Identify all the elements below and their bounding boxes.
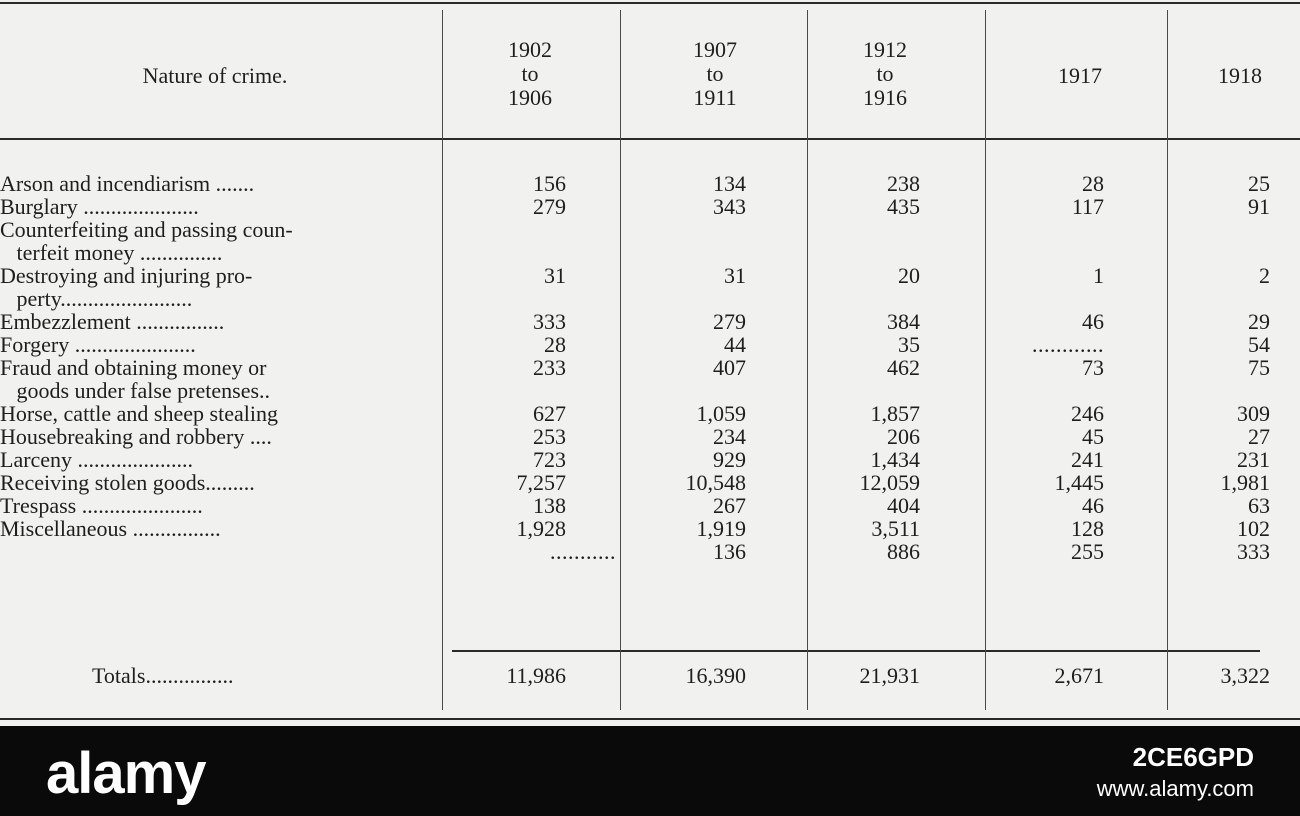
totals-cell: 11,986	[506, 663, 566, 688]
table-cell: 343	[713, 194, 746, 219]
table-cell: 3,511	[871, 516, 920, 541]
table-cell: 1,445	[1054, 470, 1104, 495]
column-rule	[807, 10, 808, 710]
table-cell: 156	[533, 171, 566, 196]
header-text: 1907	[693, 37, 737, 62]
table-cell: 1,919	[696, 516, 746, 541]
header-text: 1902	[508, 37, 552, 62]
row-label: Counterfeiting and passing coun-	[0, 217, 293, 242]
table-cell: 28	[1082, 171, 1104, 196]
column-rule	[985, 10, 986, 710]
totals-cell: 16,390	[685, 663, 746, 688]
table-cell: 246	[1071, 401, 1104, 426]
table-cell: 253	[533, 424, 566, 449]
header-text: 1906	[508, 85, 552, 110]
table-cell: 10,548	[685, 470, 746, 495]
row-label: Fraud and obtaining money or	[0, 355, 267, 380]
table-cell: 46	[1082, 309, 1104, 334]
table-cell: 435	[887, 194, 920, 219]
table-cell: 75	[1248, 355, 1270, 380]
table-cell: 31	[724, 263, 746, 288]
column-rule	[620, 10, 621, 710]
table-cell: 333	[533, 309, 566, 334]
table-cell: 46	[1082, 493, 1104, 518]
row-label: Housebreaking and robbery ....	[0, 424, 272, 449]
column-rule	[1167, 10, 1168, 710]
table-cell: 1,434	[870, 447, 920, 472]
bottom-rule	[0, 718, 1300, 720]
table-cell: 7,257	[516, 470, 566, 495]
table-cell: 136	[713, 539, 746, 564]
table-cell: 723	[533, 447, 566, 472]
table-cell: 1,857	[870, 401, 920, 426]
table-cell: 20	[898, 263, 920, 288]
table-cell: ...........	[550, 539, 616, 564]
table-cell: 267	[713, 493, 746, 518]
totals-rule	[452, 650, 1260, 652]
row-label: Arson and incendiarism .......	[0, 171, 255, 196]
table-cell: 134	[713, 171, 746, 196]
table-cell: 231	[1237, 447, 1270, 472]
table-cell: 44	[724, 332, 746, 357]
row-label: Destroying and injuring pro-	[0, 263, 253, 288]
table-cell: 28	[544, 332, 566, 357]
row-label: goods under false pretenses..	[0, 378, 271, 403]
table-cell: 279	[533, 194, 566, 219]
header-rule	[0, 138, 1300, 140]
table-cell: 206	[887, 424, 920, 449]
table-cell: 29	[1248, 309, 1270, 334]
table-cell: 234	[713, 424, 746, 449]
row-label: Receiving stolen goods.........	[0, 470, 255, 495]
table-cell: 238	[887, 171, 920, 196]
table-cell: 1,981	[1220, 470, 1270, 495]
row-label: Trespass ......................	[0, 493, 203, 518]
totals-cell: 21,931	[859, 663, 920, 688]
header-nature-of-crime: Nature of crime.	[142, 63, 288, 88]
table-cell: 63	[1248, 493, 1270, 518]
table-cell: 2	[1259, 263, 1270, 288]
image-id: 2CE6GPD	[1132, 742, 1254, 772]
table-cell: 45	[1082, 424, 1104, 449]
totals-cell: 3,322	[1220, 663, 1270, 688]
header-text: 1911	[693, 85, 737, 110]
table-cell: 241	[1071, 447, 1104, 472]
header-text: to	[521, 61, 539, 86]
table-cell: 309	[1237, 401, 1270, 426]
watermark-footer	[0, 726, 1300, 816]
table-cell: 31	[544, 263, 566, 288]
table-cell: 404	[887, 493, 920, 518]
header-col-1907-1911	[665, 38, 765, 110]
table-cell: 279	[713, 309, 746, 334]
header-col-1917	[1030, 64, 1130, 88]
table-cell: 886	[887, 539, 920, 564]
alamy-logo: alamy	[46, 741, 206, 806]
table-cell: 627	[533, 401, 566, 426]
table-cell: 929	[713, 447, 746, 472]
table-cell: 12,059	[859, 470, 920, 495]
table-cell: 1	[1093, 263, 1104, 288]
row-label: Burglary .....................	[0, 194, 199, 219]
header-text: 1916	[863, 85, 907, 110]
top-rule	[0, 2, 1300, 4]
table-cell: 384	[887, 309, 920, 334]
header-text: 1918	[1218, 63, 1262, 88]
header-col-1912-1916	[835, 38, 935, 110]
header-col-1918	[1190, 64, 1290, 88]
table-cell: 35	[898, 332, 920, 357]
header-text: to	[876, 61, 894, 86]
header-text: 1912	[863, 37, 907, 62]
table-cell: 255	[1071, 539, 1104, 564]
header-text: to	[706, 61, 724, 86]
site-url: www.alamy.com	[1096, 776, 1254, 801]
table-cell: 27	[1248, 424, 1270, 449]
table-cell: 91	[1248, 194, 1270, 219]
row-label: Horse, cattle and sheep stealing	[0, 401, 278, 426]
table-cell: ............	[1032, 332, 1104, 357]
row-label: Larceny .....................	[0, 447, 194, 472]
table-cell: 102	[1237, 516, 1270, 541]
header-col-1902-1906	[480, 38, 580, 110]
row-label: Miscellaneous ................	[0, 516, 221, 541]
table-cell: 128	[1071, 516, 1104, 541]
row-label: perty........................	[0, 286, 193, 311]
row-label: Embezzlement ................	[0, 309, 225, 334]
row-label: Forgery ......................	[0, 332, 196, 357]
header-text: 1917	[1058, 63, 1102, 88]
table-cell: 233	[533, 355, 566, 380]
table-cell: 117	[1071, 194, 1104, 219]
row-label: terfeit money ...............	[0, 240, 223, 265]
table-cell: 54	[1248, 332, 1270, 357]
totals-label: Totals................	[92, 663, 234, 688]
table-cell: 407	[713, 355, 746, 380]
table-cell: 25	[1248, 171, 1270, 196]
table-cell: 138	[533, 493, 566, 518]
table-cell: 462	[887, 355, 920, 380]
column-rule	[442, 10, 443, 710]
table-cell: 333	[1237, 539, 1270, 564]
table-cell: 73	[1082, 355, 1104, 380]
totals-cell: 2,671	[1054, 663, 1104, 688]
table-cell: 1,928	[516, 516, 566, 541]
table-cell: 1,059	[696, 401, 746, 426]
